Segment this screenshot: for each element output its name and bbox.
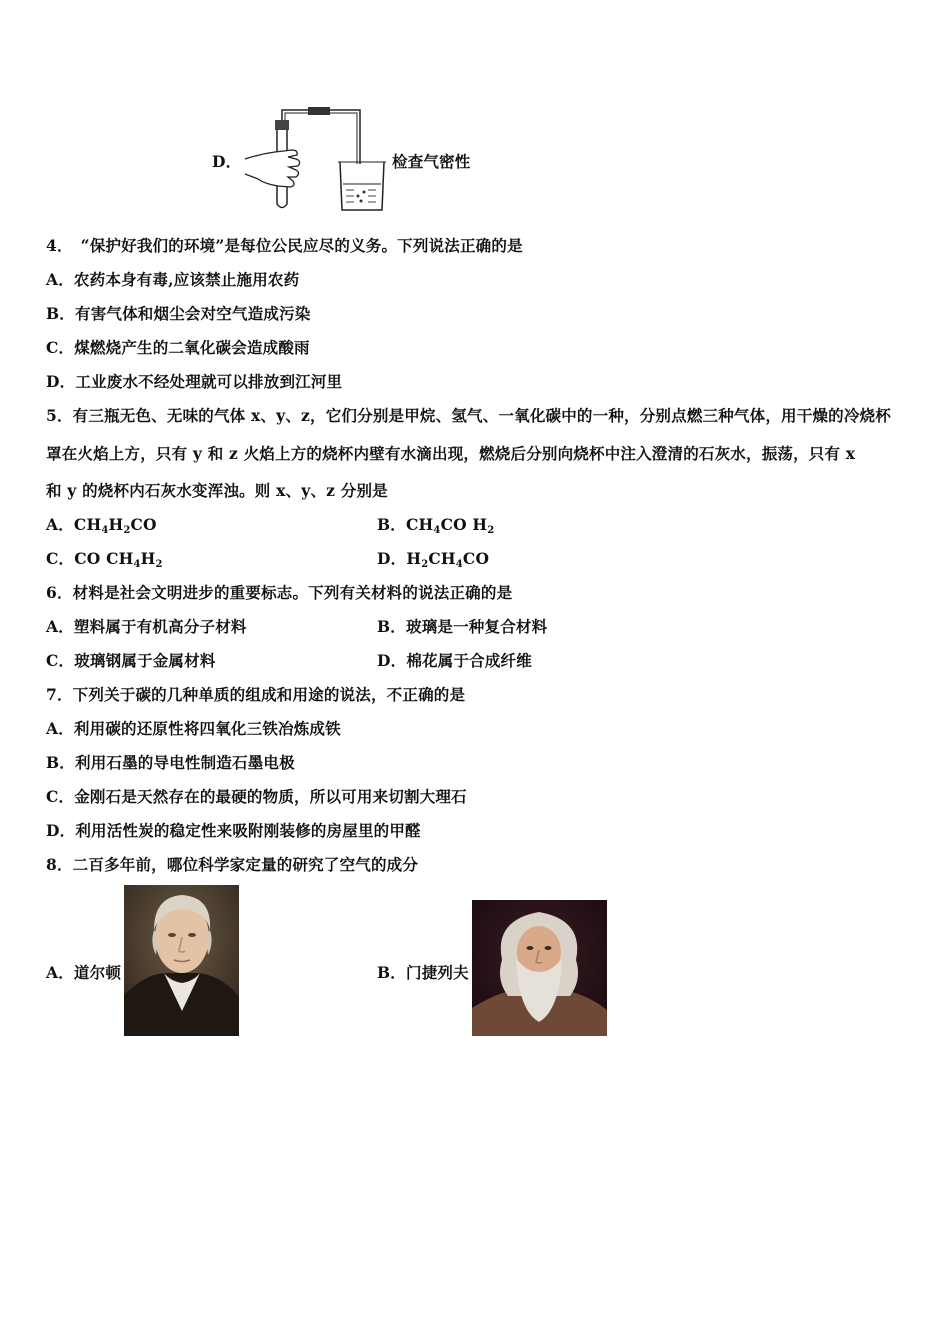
q8-option-b: B．门捷列夫 (377, 963, 469, 982)
q4-stem: 4． “保护好我们的环境”是每位公民应尽的义务。下列说法正确的是 (46, 236, 523, 255)
q6-option-d: D．棉花属于合成纤维 (377, 651, 532, 670)
q6-option-c: C．玻璃钢属于金属材料 (46, 651, 216, 670)
q5-option-b: B．$CH_4CO$ $H_2$ (377, 515, 495, 536)
q4-option-b: B．有害气体和烟尘会对空气造成污染 (46, 304, 311, 323)
q7-option-d: D．利用活性炭的稳定性来吸附刚装修的房屋里的甲醛 (46, 821, 421, 840)
q4-option-d: D．工业废水不经处理就可以排放到江河里 (46, 372, 343, 391)
q5-stem-line-2: 罩在火焰上方，只有 y 和 z 火焰上方的烧杯内壁有水滴出现，燃烧后分别向烧杯中注入澄清的石灰水，振荡，只有 x (46, 444, 856, 463)
q6-option-a: A．塑料属于有机高分子材料 (46, 617, 247, 636)
q5-stem-line-3: 和 y 的烧杯内石灰水变浑浊。则 x、y、z 分别是 (46, 481, 388, 500)
q8-option-a: A．道尔顿 (46, 963, 122, 982)
q7-option-b: B．利用石墨的导电性制造石墨电极 (46, 753, 295, 772)
q7-option-a: A．利用碳的还原性将四氧化三铁冶炼成铁 (46, 719, 341, 738)
airtightness-check-apparatus (240, 104, 390, 214)
dalton-portrait (124, 885, 239, 1036)
q8-stem: 8．二百多年前，哪位科学家定量的研究了空气的成分 (46, 855, 419, 874)
q6-stem: 6．材料是社会文明进步的重要标志。下列有关材料的说法正确的是 (46, 583, 513, 602)
q5-stem-line-1: 5．有三瓶无色、无味的气体 x、y、z，它们分别是甲烷、氢气、一氧化碳中的一种，分别点燃三种气体，用干燥的冷烧杯 (46, 406, 891, 425)
q7-stem: 7．下列关于碳的几种单质的组成和用途的说法，不正确的是 (46, 685, 466, 704)
mendeleev-portrait (472, 900, 607, 1036)
q7-option-c: C．金刚石是天然存在的最硬的物质，所以可用来切割大理石 (46, 787, 467, 806)
q5-option-d: D．$H_2CH_4CO$ (377, 549, 490, 570)
q3-option-d-caption: 检查气密性 (392, 152, 471, 171)
q3-option-d-label: D． (212, 152, 242, 171)
q4-option-a: A．农药本身有毒,应该禁止施用农药 (46, 270, 300, 289)
q6-option-b: B．玻璃是一种复合材料 (377, 617, 548, 636)
q4-option-c: C．煤燃烧产生的二氧化碳会造成酸雨 (46, 338, 310, 357)
q5-option-a: A．$CH_4H_2CO$ (46, 515, 157, 536)
q5-option-c: C．CO $CH_4H_2$ (46, 549, 163, 570)
